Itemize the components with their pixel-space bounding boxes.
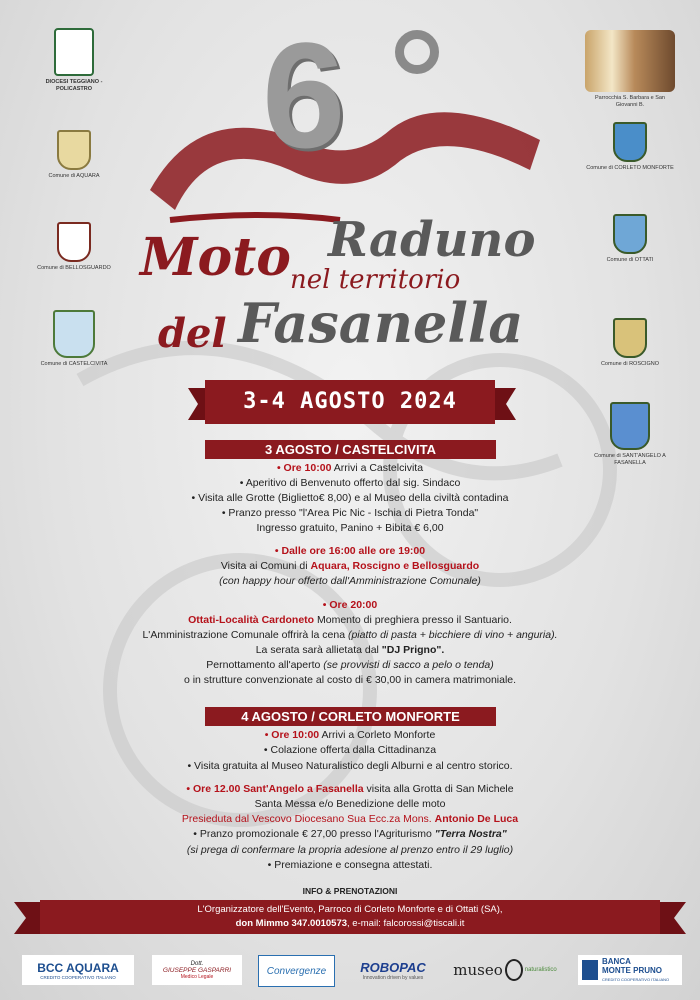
crest-diocesi: [29, 28, 119, 93]
day1-line6: • Dalle ore 16:00 alle ore 19:00: [274, 545, 426, 557]
day2-line1: • Ore 10:00 Arrivi a Corleto Monforte: [264, 729, 436, 741]
day1-line2: • Aperitivo di Benvenuto offerto dal sig. Sindaco: [239, 477, 461, 489]
banca-logo-icon: [582, 960, 598, 980]
saints-image-icon: [585, 30, 675, 92]
sponsor-banca-monte-pruno: [578, 955, 682, 985]
museo-sub: naturalistico: [524, 967, 557, 973]
crest-name: Comune di BELLOSGUARDO: [37, 265, 111, 271]
crest-name: Comune di SANT'ANGELO A FASANELLA: [594, 453, 666, 466]
crest-corleto: [585, 122, 675, 172]
swoosh-graphic: [140, 70, 560, 230]
corleto-coat-icon: [613, 122, 647, 162]
sponsor-museo: [450, 955, 560, 985]
museo-circle-icon: [505, 959, 523, 981]
crest-santangelo: [585, 402, 675, 467]
ottati-coat-icon: [613, 214, 647, 254]
headline-nel-territorio: nel territorio: [290, 265, 461, 295]
day1-line14: o in strutture convenzionate al costo di € 30,00 in camera matrimoniale.: [183, 674, 517, 686]
sponsor-gasparri: [152, 955, 242, 985]
bcc-logo-text: BCC AQUARA: [37, 960, 119, 975]
sponsor-bcc-aquara: [22, 955, 134, 985]
day1-line3: • Visita alle Grotte (Biglietto€ 8,00) e al Museo della civiltà contadina: [191, 492, 509, 504]
crest-ottati: [585, 214, 675, 264]
santangelo-coat-icon: [610, 402, 650, 450]
day1-line7: Visita ai Comuni di Aquara, Roscigno e Bellosguardo: [220, 560, 480, 572]
museo-logo-text: museo: [453, 961, 503, 979]
day1-header: 3 AGOSTO / CASTELCIVITA: [205, 440, 496, 459]
day2-line9: • Premiazione e consegna attestati.: [267, 859, 433, 871]
day1-line4: • Pranzo presso "l'Area Pic Nic - Ischia di Pietra Tonda": [221, 507, 479, 519]
crest-name: DIOCESI TEGGIANO - POLICASTRO: [45, 79, 103, 92]
sponsor-robopac: [348, 955, 438, 985]
crest-name: Parrocchia S. Barbara e San Giovanni B.: [594, 95, 665, 108]
day1-line11: L'Amministrazione Comunale offrirà la cena (piatto di pasta + bicchiere di vino + anguria).: [142, 629, 558, 641]
day1-line13: Pernottamento all'aperto (se provvisti di sacco a pelo o tenda): [206, 659, 494, 671]
crest-roscigno: [585, 318, 675, 368]
day2-header: 4 AGOSTO / CORLETO MONFORTE: [205, 707, 496, 726]
robopac-sub: Innovation driven by values: [362, 974, 424, 981]
doctor-sub: Medico Legale: [180, 973, 214, 980]
day2-line7: • Pranzo promozionale € 27,00 presso l'Agriturismo "Terra Nostra": [193, 828, 507, 840]
crest-name: Comune di CORLETO MONFORTE: [586, 165, 674, 171]
ordinal-degree-icon: [395, 30, 439, 74]
doctor-title: Dott.: [190, 960, 204, 967]
info-box: [40, 900, 660, 934]
doctor-name: GIUSEPPE GASPARRI: [162, 966, 232, 974]
crest-bellosguardo: [29, 222, 119, 272]
day2-line2: • Colazione offerta dalla Cittadinanza: [263, 744, 437, 756]
day1-line5: Ingresso gratuito, Panino + Bibita € 6,00: [256, 522, 444, 534]
headline-fasanella: Fasanella: [238, 291, 524, 355]
day1-line1: • Ore 10:00 Arrivi a Castelcivita: [276, 462, 424, 474]
info-title: INFO & PRENOTAZIONI: [302, 886, 398, 896]
day2-line4: • Ore 12.00 Sant'Angelo a Fasanella visita alla Grotta di San Michele: [186, 783, 514, 795]
info-line2: don Mimmo 347.0010573, e-mail: falcorossi@tiscali.it: [235, 918, 465, 929]
diocese-coat-icon: [54, 28, 94, 76]
crest-castelcivita: [29, 310, 119, 368]
day2-line6: Presieduta dal Vescovo Diocesano Sua Ecc.za Mons. Antonio De Luca: [181, 813, 519, 825]
day2-line3: • Visita gratuita al Museo Naturalistico degli Alburni e al centro storico.: [187, 760, 513, 772]
day2-line5: Santa Messa e/o Benedizione delle moto: [254, 798, 446, 810]
day1-line12: La serata sarà allietata dal "DJ Prigno".: [255, 644, 445, 656]
roscigno-coat-icon: [613, 318, 647, 358]
castelcivita-coat-icon: [53, 310, 95, 358]
headline-moto: Moto: [140, 227, 291, 288]
day1-line8: (con happy hour offerto dall'Amministrazione Comunale): [219, 575, 481, 587]
banca-line2: MONTE PRUNO: [602, 965, 662, 975]
robopac-logo-text: ROBOPAC: [360, 959, 426, 975]
day1-line9: • Ore 20:00: [322, 599, 378, 611]
bcc-sub: CREDITO COOPERATIVO ITALIANO: [40, 974, 116, 980]
banca-line1: BANCA: [602, 956, 631, 966]
info-line1: L'Organizzatore dell'Evento, Parroco di Corleto Monforte e di Ottati (SA),: [197, 904, 503, 915]
bellosguardo-coat-icon: [57, 222, 91, 262]
date-banner: 3-4 AGOSTO 2024: [205, 380, 495, 424]
day1-line10: Ottati-Località Cardoneto Momento di preghiera presso il Santuario.: [188, 614, 512, 626]
edition-number: 6: [262, 11, 342, 179]
convergenze-logo-text: Convergenze: [266, 965, 327, 977]
crest-name: Comune di OTTATI: [606, 257, 654, 263]
crest-name: Comune di CASTELCIVITA: [40, 361, 108, 367]
crest-name: Comune di AQUARA: [48, 173, 100, 179]
crest-parrocchia: [585, 30, 675, 109]
crest-name: Comune di ROSCIGNO: [600, 361, 660, 367]
day2-line8: (si prega di confermare la propria adesione al prenzo entro il 29 luglio): [186, 844, 514, 856]
headline-raduno: Raduno: [328, 212, 536, 268]
sponsor-convergenze: [258, 955, 335, 987]
crest-aquara: [29, 130, 119, 180]
banca-line3: CREDITO COOPERATIVO ITALIANO: [602, 976, 670, 982]
headline-del: del: [158, 310, 227, 357]
aquara-coat-icon: [57, 130, 91, 170]
